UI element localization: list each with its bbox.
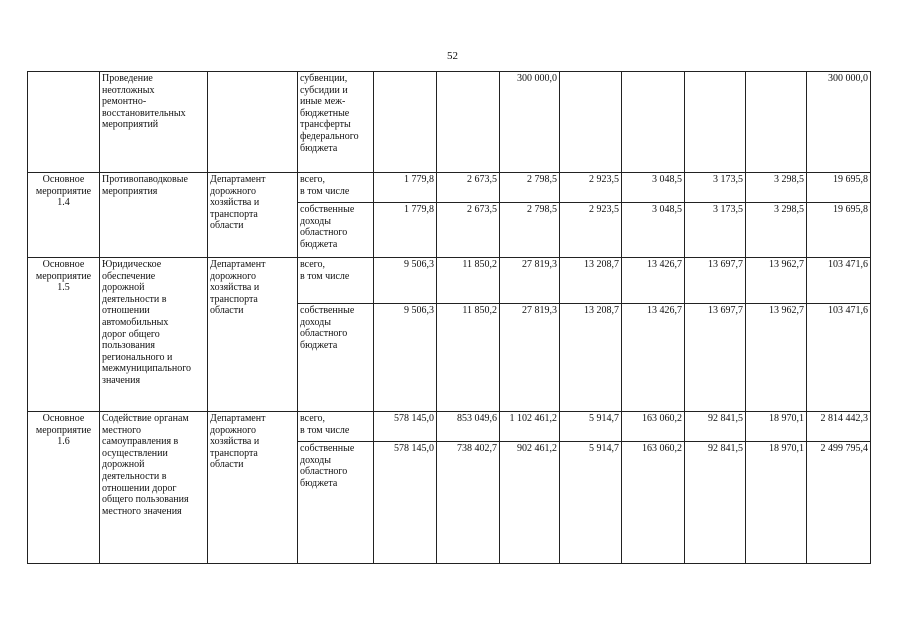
value-year-3-text: 2 798,5 xyxy=(527,204,557,215)
measure-code-text: Основное мероприятие 1.4 xyxy=(35,174,92,209)
value-total-text: 103 471,6 xyxy=(828,305,868,316)
value-year-2 xyxy=(437,258,500,304)
measure-name xyxy=(100,173,208,258)
value-year-6 xyxy=(685,203,746,258)
value-year-1 xyxy=(374,304,437,412)
value-year-4-text: 13 208,7 xyxy=(584,259,619,270)
value-year-1 xyxy=(374,72,437,173)
value-total-text: 2 499 795,4 xyxy=(820,443,868,454)
value-year-2 xyxy=(437,203,500,258)
value-year-3 xyxy=(500,173,560,203)
table-row xyxy=(28,173,871,203)
value-year-7 xyxy=(746,258,807,304)
value-year-6 xyxy=(685,258,746,304)
value-year-7 xyxy=(746,412,807,442)
measure-code-text: Основное мероприятие 1.6 xyxy=(35,413,92,448)
value-year-2 xyxy=(437,412,500,442)
value-year-1 xyxy=(374,442,437,564)
value-year-1 xyxy=(374,258,437,304)
value-year-5-text: 163 060,2 xyxy=(642,443,682,454)
value-year-4-text: 13 208,7 xyxy=(584,305,619,316)
value-year-6 xyxy=(685,412,746,442)
value-year-5-text: 3 048,5 xyxy=(652,204,682,215)
value-year-3-text: 2 798,5 xyxy=(527,174,557,185)
measure-name xyxy=(100,258,208,412)
executor xyxy=(208,173,298,258)
value-year-4 xyxy=(560,203,622,258)
value-year-7-text: 18 970,1 xyxy=(769,413,804,424)
value-year-7-text: 3 298,5 xyxy=(774,174,804,185)
value-year-5 xyxy=(622,72,685,173)
funding-source xyxy=(298,203,374,258)
value-year-4 xyxy=(560,258,622,304)
page-number: 52 xyxy=(447,50,458,62)
value-year-2-text: 2 673,5 xyxy=(467,174,497,185)
value-year-5 xyxy=(622,258,685,304)
executor xyxy=(208,412,298,564)
value-year-4-text: 5 914,7 xyxy=(589,413,619,424)
value-year-1-text: 578 145,0 xyxy=(394,443,434,454)
value-year-5-text: 3 048,5 xyxy=(652,174,682,185)
value-year-2 xyxy=(437,72,500,173)
value-year-3-text: 27 819,3 xyxy=(522,259,557,270)
value-year-6-text: 3 173,5 xyxy=(713,174,743,185)
funding-source-text: субвенции, субсидии и иные меж- бюджетные трансферты федерального бюджета xyxy=(300,73,359,154)
value-year-2 xyxy=(437,442,500,564)
value-year-6-text: 13 697,7 xyxy=(708,259,743,270)
value-year-3 xyxy=(500,442,560,564)
value-year-3-text: 300 000,0 xyxy=(517,73,557,84)
value-year-1-text: 578 145,0 xyxy=(394,413,434,424)
executor-text: Департамент дорожного хозяйства и транспорта области xyxy=(210,174,266,232)
value-year-3-text: 902 461,2 xyxy=(517,443,557,454)
value-year-5-text: 163 060,2 xyxy=(642,413,682,424)
value-total xyxy=(807,258,871,304)
funding-source xyxy=(298,258,374,304)
value-year-7 xyxy=(746,173,807,203)
value-year-4-text: 2 923,5 xyxy=(589,204,619,215)
value-year-7-text: 13 962,7 xyxy=(769,259,804,270)
funding-source-text: всего, в том числе xyxy=(300,413,350,436)
value-year-6 xyxy=(685,173,746,203)
value-year-1-text: 9 506,3 xyxy=(404,305,434,316)
value-year-7 xyxy=(746,203,807,258)
value-year-6-text: 13 697,7 xyxy=(708,305,743,316)
measure-name-text: Содействие органам местного самоуправления в осуществлении дорожной деятельности в отношении дорог общего пользования местного значения xyxy=(102,413,189,517)
funding-source xyxy=(298,72,374,173)
value-year-7 xyxy=(746,72,807,173)
value-year-3 xyxy=(500,203,560,258)
measure-code xyxy=(28,412,100,564)
value-year-4 xyxy=(560,173,622,203)
measure-name xyxy=(100,72,208,173)
value-year-4-text: 5 914,7 xyxy=(589,443,619,454)
table-row xyxy=(28,258,871,304)
executor xyxy=(208,72,298,173)
value-year-2-text: 853 049,6 xyxy=(457,413,497,424)
value-year-1 xyxy=(374,412,437,442)
value-total xyxy=(807,442,871,564)
executor-text: Департамент дорожного хозяйства и транспорта области xyxy=(210,259,266,317)
measure-code xyxy=(28,258,100,412)
measure-code-text: Основное мероприятие 1.5 xyxy=(35,259,92,294)
budget-table xyxy=(27,71,871,564)
value-total-text: 19 695,8 xyxy=(833,204,868,215)
value-year-5 xyxy=(622,442,685,564)
value-year-6 xyxy=(685,72,746,173)
value-year-7-text: 3 298,5 xyxy=(774,204,804,215)
executor-text: Департамент дорожного хозяйства и транспорта области xyxy=(210,413,266,471)
value-year-3 xyxy=(500,258,560,304)
value-year-6 xyxy=(685,442,746,564)
table-row xyxy=(28,72,871,173)
value-total xyxy=(807,72,871,173)
value-year-6-text: 92 841,5 xyxy=(708,443,743,454)
value-year-3 xyxy=(500,304,560,412)
value-year-5 xyxy=(622,203,685,258)
value-year-4-text: 2 923,5 xyxy=(589,174,619,185)
value-year-2-text: 2 673,5 xyxy=(467,204,497,215)
measure-name-text: Юридическое обеспечение дорожной деятельности в отношении автомобильных дорог общего пользования регионального и межмуниципального значения xyxy=(102,259,192,386)
value-year-3 xyxy=(500,412,560,442)
funding-source-text: всего, в том числе xyxy=(300,259,350,282)
value-year-3-text: 27 819,3 xyxy=(522,305,557,316)
value-year-7 xyxy=(746,304,807,412)
value-year-5 xyxy=(622,412,685,442)
value-year-5 xyxy=(622,173,685,203)
value-total xyxy=(807,304,871,412)
value-year-1 xyxy=(374,203,437,258)
value-year-7 xyxy=(746,442,807,564)
value-total-text: 300 000,0 xyxy=(828,73,868,84)
value-year-5-text: 13 426,7 xyxy=(647,259,682,270)
funding-source xyxy=(298,442,374,564)
funding-source-text: всего, в том числе xyxy=(300,174,350,197)
value-year-1-text: 1 779,8 xyxy=(404,204,434,215)
value-year-2-text: 11 850,2 xyxy=(462,259,497,270)
measure-code xyxy=(28,173,100,258)
value-year-4 xyxy=(560,72,622,173)
value-year-1-text: 1 779,8 xyxy=(404,174,434,185)
table-row xyxy=(28,412,871,442)
measure-name-text: Проведение неотложных ремонтно- восстановительных мероприятий xyxy=(102,73,186,131)
value-total xyxy=(807,173,871,203)
value-year-3-text: 1 102 461,2 xyxy=(509,413,557,424)
value-year-2 xyxy=(437,304,500,412)
funding-source-text: собственные доходы областного бюджета xyxy=(300,204,355,250)
value-year-3 xyxy=(500,72,560,173)
value-year-6-text: 92 841,5 xyxy=(708,413,743,424)
value-year-7-text: 18 970,1 xyxy=(769,443,804,454)
value-year-2 xyxy=(437,173,500,203)
value-total xyxy=(807,412,871,442)
value-year-4 xyxy=(560,304,622,412)
value-total-text: 103 471,6 xyxy=(828,259,868,270)
value-year-2-text: 11 850,2 xyxy=(462,305,497,316)
value-year-6-text: 3 173,5 xyxy=(713,204,743,215)
value-year-4 xyxy=(560,412,622,442)
value-total-text: 2 814 442,3 xyxy=(820,413,868,424)
executor xyxy=(208,258,298,412)
measure-name xyxy=(100,412,208,564)
funding-source xyxy=(298,412,374,442)
measure-name-text: Противопаводковые мероприятия xyxy=(102,174,188,197)
value-year-4 xyxy=(560,442,622,564)
funding-source xyxy=(298,304,374,412)
funding-source-text: собственные доходы областного бюджета xyxy=(300,443,355,489)
measure-code xyxy=(28,72,100,173)
value-total-text: 19 695,8 xyxy=(833,174,868,185)
funding-source-text: собственные доходы областного бюджета xyxy=(300,305,355,351)
funding-source xyxy=(298,173,374,203)
value-year-5 xyxy=(622,304,685,412)
value-year-7-text: 13 962,7 xyxy=(769,305,804,316)
value-year-2-text: 738 402,7 xyxy=(457,443,497,454)
value-year-6 xyxy=(685,304,746,412)
value-year-1-text: 9 506,3 xyxy=(404,259,434,270)
value-total xyxy=(807,203,871,258)
value-year-1 xyxy=(374,173,437,203)
value-year-5-text: 13 426,7 xyxy=(647,305,682,316)
